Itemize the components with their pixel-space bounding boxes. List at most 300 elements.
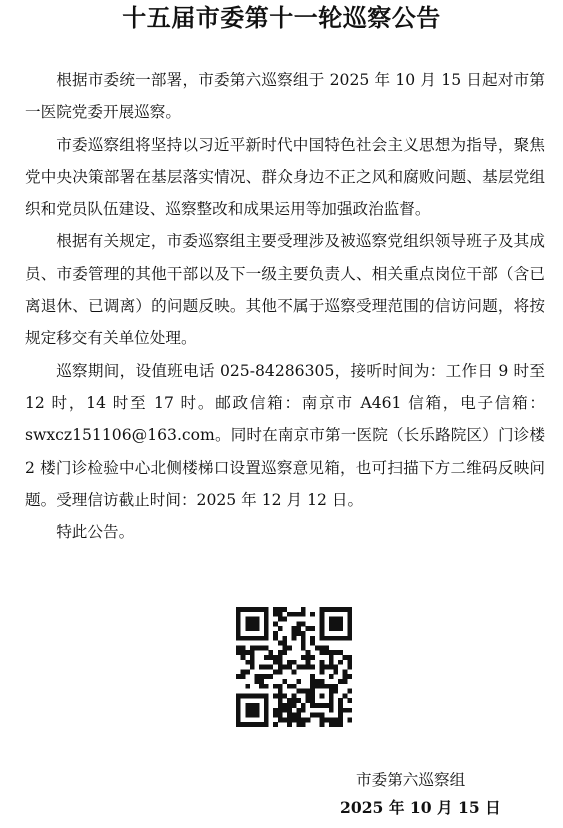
qr-module	[264, 645, 269, 650]
qr-module	[320, 693, 325, 698]
qr-module	[264, 655, 269, 660]
qr-module	[329, 626, 334, 631]
qr-module	[324, 717, 329, 722]
qr-module	[329, 636, 334, 641]
qr-module	[245, 703, 250, 708]
qr-module	[273, 621, 278, 626]
qr-module	[278, 626, 283, 631]
qr-module	[310, 655, 315, 660]
qr-module	[282, 703, 287, 708]
qr-module	[329, 703, 334, 708]
qr-module	[320, 713, 325, 718]
qr-module	[236, 607, 241, 612]
qr-module	[278, 703, 283, 708]
qr-module	[329, 660, 334, 665]
qr-module	[347, 621, 352, 626]
qr-module	[236, 693, 241, 698]
qr-module	[333, 607, 338, 612]
qr-module	[255, 626, 260, 631]
qr-module	[329, 621, 334, 626]
qr-module	[278, 708, 283, 713]
qr-module	[324, 645, 329, 650]
signature-date: 2025 年 10 月 15 日	[340, 798, 501, 817]
qr-module	[296, 612, 301, 617]
qr-module	[324, 607, 329, 612]
qr-module	[250, 708, 255, 713]
qr-module	[273, 713, 278, 718]
qr-module	[292, 660, 297, 665]
qr-module	[329, 717, 334, 722]
qr-module	[296, 717, 301, 722]
qr-module	[287, 684, 292, 689]
announcement-title: 十五届市委第十一轮巡察公告	[122, 4, 441, 32]
qr-module	[310, 674, 315, 679]
qr-module	[241, 722, 246, 727]
qr-module	[259, 722, 264, 727]
qr-module	[329, 665, 334, 670]
qr-module	[324, 703, 329, 708]
qr-module	[264, 612, 269, 617]
qr-module	[306, 698, 311, 703]
qr-module	[287, 703, 292, 708]
qr-module	[287, 708, 292, 713]
qr-module	[264, 665, 269, 670]
qr-module	[301, 607, 306, 612]
qr-module	[292, 703, 297, 708]
qr-module	[278, 607, 283, 612]
qr-module	[236, 698, 241, 703]
qr-module	[245, 621, 250, 626]
qr-module	[245, 607, 250, 612]
qr-module	[282, 636, 287, 641]
qr-module	[245, 708, 250, 713]
qr-module	[301, 708, 306, 713]
qr-module	[329, 708, 334, 713]
qr-module	[273, 636, 278, 641]
paragraph-scope: 根据有关规定，市委巡察组主要受理涉及被巡察党组织领导班子及其成员、市委管理的其他干部以及下一级主要负责人、相关重点岗位干部（含已离退休、已调离）的问题反映。其他不属于巡察受理范围的信访问题，将按规定移交有关单位处理。	[25, 232, 545, 348]
qr-module	[264, 713, 269, 718]
qr-module	[315, 684, 320, 689]
qr-module	[255, 708, 260, 713]
qr-module	[301, 645, 306, 650]
qr-module	[255, 607, 260, 612]
qr-module	[310, 684, 315, 689]
qr-module	[264, 674, 269, 679]
qr-module	[282, 645, 287, 650]
qr-module	[306, 655, 311, 660]
qr-module	[250, 693, 255, 698]
qr-module	[310, 703, 315, 708]
qr-module	[306, 626, 311, 631]
qr-module	[338, 617, 343, 622]
qr-module	[278, 650, 283, 655]
qr-module	[310, 689, 315, 694]
qr-module	[296, 689, 301, 694]
qr-module	[273, 631, 278, 636]
qr-module	[301, 717, 306, 722]
qr-module	[329, 693, 334, 698]
qr-module	[259, 684, 264, 689]
qr-module	[296, 713, 301, 718]
qr-module	[347, 708, 352, 713]
qr-module	[320, 669, 325, 674]
qr-module	[347, 665, 352, 670]
qr-module	[236, 703, 241, 708]
qr-module	[250, 621, 255, 626]
qr-module	[329, 617, 334, 622]
qr-module	[264, 722, 269, 727]
qr-module	[320, 665, 325, 670]
qr-module	[273, 660, 278, 665]
qr-module	[282, 708, 287, 713]
qr-module	[320, 684, 325, 689]
qr-module	[282, 693, 287, 698]
qr-module	[296, 679, 301, 684]
qr-module	[347, 607, 352, 612]
qr-module	[278, 612, 283, 617]
qr-module	[320, 621, 325, 626]
qr-module	[347, 717, 352, 722]
qr-module	[236, 636, 241, 641]
qr-module	[338, 626, 343, 631]
qr-module	[329, 650, 334, 655]
qr-module	[315, 703, 320, 708]
qr-module	[282, 641, 287, 646]
qr-module	[333, 717, 338, 722]
paragraph-focus: 市委巡察组将坚持以习近平新时代中国特色社会主义思想为指导，聚焦党中央决策部署在基层落实情况、群众身边不正之风和腐败问题、基层党组织和党员队伍建设、巡察整改和成果运用等加强政治监督。	[25, 135, 545, 219]
qr-module	[333, 617, 338, 622]
qr-module	[250, 660, 255, 665]
qr-module	[287, 698, 292, 703]
qr-module	[292, 626, 297, 631]
qr-module	[287, 722, 292, 727]
qr-module	[268, 650, 273, 655]
qr-module	[292, 631, 297, 636]
qr-module	[241, 607, 246, 612]
qr-module	[338, 708, 343, 713]
qr-module	[245, 722, 250, 727]
qr-module	[310, 665, 315, 670]
qr-module	[320, 703, 325, 708]
qr-module	[273, 693, 278, 698]
qr-module	[287, 665, 292, 670]
qr-module	[278, 684, 283, 689]
qr-module	[245, 650, 250, 655]
qr-module	[347, 655, 352, 660]
qr-module	[343, 693, 348, 698]
qr-module	[306, 717, 311, 722]
qr-module	[320, 717, 325, 722]
qr-module	[264, 626, 269, 631]
qr-module	[296, 708, 301, 713]
qr-module	[278, 717, 283, 722]
qr-module	[236, 612, 241, 617]
qr-module	[241, 669, 246, 674]
announcement-body	[25, 64, 545, 548]
qr-module	[264, 631, 269, 636]
qr-module	[236, 617, 241, 622]
qr-module	[301, 631, 306, 636]
qr-module	[287, 612, 292, 617]
qr-module	[301, 689, 306, 694]
qr-module	[250, 626, 255, 631]
qr-module	[306, 665, 311, 670]
qr-module	[324, 665, 329, 670]
qr-module	[310, 713, 315, 718]
qr-module	[236, 713, 241, 718]
qr-module	[306, 650, 311, 655]
qr-module	[338, 703, 343, 708]
qr-module	[315, 713, 320, 718]
qr-module	[338, 621, 343, 626]
qr-module	[245, 669, 250, 674]
qr-module	[273, 612, 278, 617]
qr-module	[292, 684, 297, 689]
qr-module	[333, 689, 338, 694]
qr-module	[287, 660, 292, 665]
qr-module	[282, 679, 287, 684]
qr-module	[282, 650, 287, 655]
qr-module	[250, 665, 255, 670]
qr-module	[282, 717, 287, 722]
qr-module	[255, 703, 260, 708]
qr-module	[278, 617, 283, 622]
qr-module	[301, 612, 306, 617]
qr-module	[320, 636, 325, 641]
qr-module	[333, 684, 338, 689]
qr-module	[282, 617, 287, 622]
qr-module	[333, 665, 338, 670]
qr-code-icon[interactable]	[236, 607, 352, 727]
signature-organization: 市委第六巡察组	[356, 771, 466, 789]
qr-module	[306, 660, 311, 665]
qr-module	[333, 669, 338, 674]
qr-module	[296, 626, 301, 631]
qr-module	[259, 665, 264, 670]
qr-module	[250, 636, 255, 641]
qr-module	[301, 722, 306, 727]
qr-module	[320, 650, 325, 655]
qr-module	[259, 645, 264, 650]
qr-module	[264, 703, 269, 708]
qr-module	[287, 717, 292, 722]
qr-module	[278, 655, 283, 660]
qr-module	[273, 607, 278, 612]
qr-module	[347, 636, 352, 641]
qr-module	[250, 655, 255, 660]
qr-module	[245, 713, 250, 718]
qr-module	[338, 660, 343, 665]
qr-module	[292, 669, 297, 674]
qr-module	[268, 665, 273, 670]
qr-module	[296, 621, 301, 626]
qr-module	[320, 617, 325, 622]
qr-module	[278, 660, 283, 665]
qr-module	[255, 621, 260, 626]
qr-module	[278, 693, 283, 698]
qr-module	[259, 674, 264, 679]
qr-module	[320, 607, 325, 612]
qr-module	[255, 722, 260, 727]
qr-module	[320, 626, 325, 631]
qr-module	[347, 626, 352, 631]
qr-module	[245, 660, 250, 665]
qr-module	[236, 621, 241, 626]
qr-module	[347, 698, 352, 703]
qr-module	[343, 669, 348, 674]
paragraph-intro: 根据市委统一部署，市委第六巡察组于 2025 年 10 月 15 日起对市第一医院党委开展巡察。	[25, 71, 545, 122]
qr-module	[282, 607, 287, 612]
qr-module	[333, 621, 338, 626]
qr-module	[273, 722, 278, 727]
qr-module	[264, 698, 269, 703]
qr-module	[245, 617, 250, 622]
qr-module	[241, 674, 246, 679]
qr-module	[245, 693, 250, 698]
qr-module	[320, 660, 325, 665]
qr-module	[315, 679, 320, 684]
qr-module	[333, 626, 338, 631]
paragraph-closing: 特此公告。	[56, 523, 135, 542]
qr-module	[320, 612, 325, 617]
qr-module	[264, 693, 269, 698]
qr-module	[296, 698, 301, 703]
qr-module	[333, 650, 338, 655]
qr-module	[236, 708, 241, 713]
qr-module	[273, 708, 278, 713]
qr-module	[292, 717, 297, 722]
qr-module	[292, 698, 297, 703]
qr-module	[236, 722, 241, 727]
qr-module	[259, 636, 264, 641]
qr-module	[259, 679, 264, 684]
qr-module	[268, 655, 273, 660]
qr-module	[296, 722, 301, 727]
qr-module	[343, 636, 348, 641]
qr-module	[255, 674, 260, 679]
qr-module	[306, 689, 311, 694]
qr-module	[343, 708, 348, 713]
qr-module	[255, 617, 260, 622]
qr-module	[273, 669, 278, 674]
qr-module	[278, 641, 283, 646]
qr-module	[278, 698, 283, 703]
qr-module	[255, 645, 260, 650]
qr-module	[255, 713, 260, 718]
qr-module	[301, 703, 306, 708]
qr-module	[333, 636, 338, 641]
qr-module	[245, 684, 250, 689]
qr-module	[273, 684, 278, 689]
qr-module	[338, 722, 343, 727]
qr-module	[241, 636, 246, 641]
qr-module	[250, 645, 255, 650]
qr-module	[338, 698, 343, 703]
qr-module	[343, 674, 348, 679]
qr-module	[301, 621, 306, 626]
qr-module	[329, 655, 334, 660]
qr-module	[278, 669, 283, 674]
qr-module	[329, 722, 334, 727]
qr-module	[245, 626, 250, 631]
qr-module	[329, 674, 334, 679]
qr-module	[236, 674, 241, 679]
qr-module	[241, 693, 246, 698]
qr-module	[320, 631, 325, 636]
qr-module	[310, 636, 315, 641]
qr-module	[338, 713, 343, 718]
qr-module	[301, 665, 306, 670]
qr-module	[255, 636, 260, 641]
qr-module	[329, 607, 334, 612]
qr-module	[264, 684, 269, 689]
qr-module	[287, 645, 292, 650]
qr-module	[264, 717, 269, 722]
qr-module	[301, 641, 306, 646]
qr-module	[329, 684, 334, 689]
qr-module	[320, 645, 325, 650]
qr-module	[278, 713, 283, 718]
qr-module	[236, 631, 241, 636]
qr-module	[347, 631, 352, 636]
qr-module	[338, 636, 343, 641]
qr-module	[236, 645, 241, 650]
paragraph-contact: 巡察期间，设值班电话 025-84286305，接听时间为：工作日 9 时至 12 时，14 时至 17 时。邮政信箱：南京市 A461 信箱，电子信箱：swxcz151106@163.com。同时在南京市第一医院（长乐路院区）门诊楼 2 楼门诊检验中心北侧楼梯口设置巡察意见箱，也可扫描下方二维码反映问题。受理信访截止时间：2025 年 12 月 12 日。	[25, 361, 545, 509]
qr-module	[310, 679, 315, 684]
qr-module	[347, 660, 352, 665]
qr-module	[264, 708, 269, 713]
qr-module	[241, 645, 246, 650]
qr-module	[329, 698, 334, 703]
qr-module	[259, 607, 264, 612]
qr-module	[236, 717, 241, 722]
qr-module	[320, 679, 325, 684]
qr-module	[250, 722, 255, 727]
qr-module	[250, 607, 255, 612]
qr-module	[310, 626, 315, 631]
qr-module	[347, 689, 352, 694]
qr-module	[347, 617, 352, 622]
qr-module	[296, 665, 301, 670]
qr-module	[250, 650, 255, 655]
qr-module	[343, 679, 348, 684]
qr-module	[347, 612, 352, 617]
qr-module	[329, 689, 334, 694]
qr-module	[292, 693, 297, 698]
qr-module	[292, 612, 297, 617]
qr-module	[264, 607, 269, 612]
qr-module	[324, 684, 329, 689]
qr-module	[255, 679, 260, 684]
qr-module	[236, 626, 241, 631]
qr-module	[278, 689, 283, 694]
qr-module	[268, 674, 273, 679]
qr-module	[278, 665, 283, 670]
qr-module	[310, 612, 315, 617]
qr-module	[264, 617, 269, 622]
qr-module	[347, 674, 352, 679]
qr-module	[315, 645, 320, 650]
qr-module	[282, 665, 287, 670]
qr-module	[310, 641, 315, 646]
qr-module	[273, 655, 278, 660]
qr-module	[333, 722, 338, 727]
qr-module	[320, 722, 325, 727]
qr-module	[343, 607, 348, 612]
qr-module	[241, 650, 246, 655]
qr-module	[296, 631, 301, 636]
qr-module	[301, 655, 306, 660]
